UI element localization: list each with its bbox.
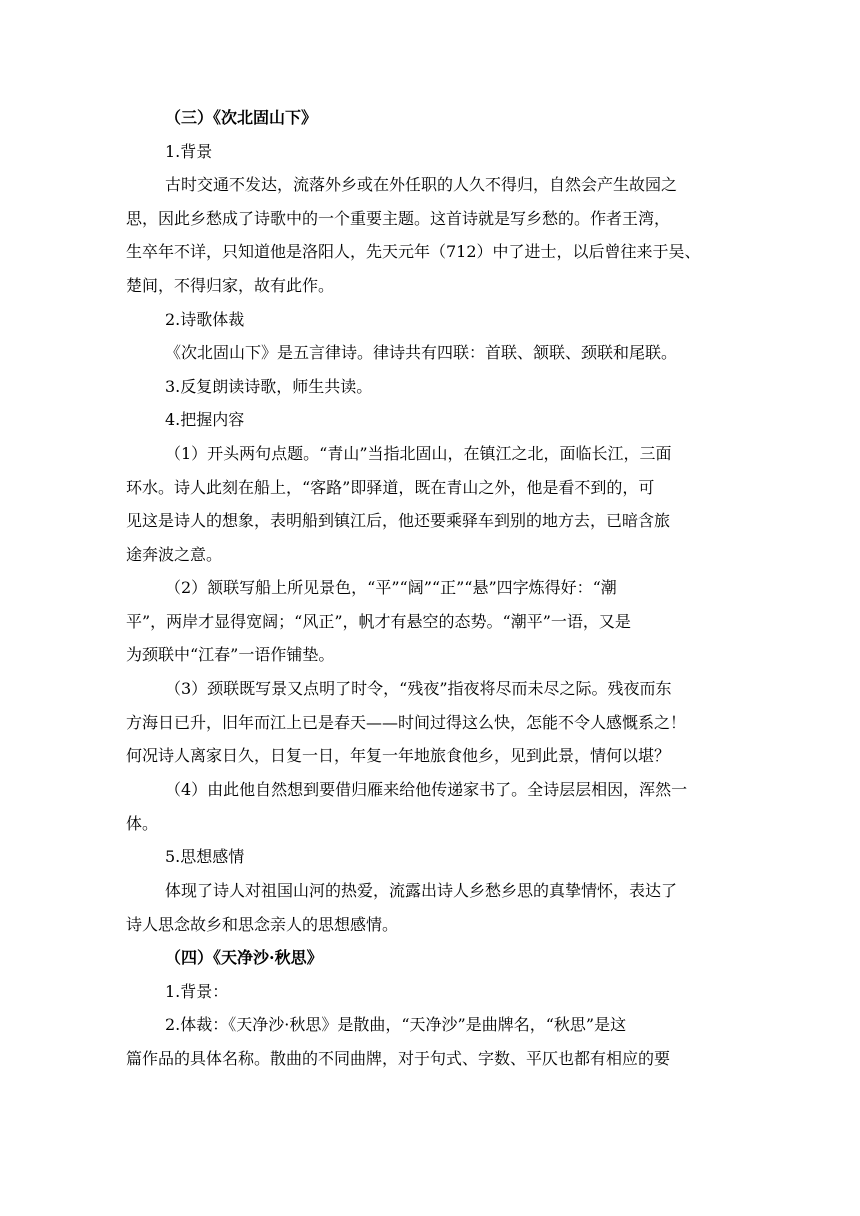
paragraph-line: 何况诗人离家日久，日复一日，年复一年地旅食他乡，见到此景，情何以堪？: [126, 746, 671, 765]
subheading-background-2: [165, 975, 860, 1009]
subheading-content: [165, 403, 860, 437]
paragraph-line: （1）开头两句点题。“青山”当指北固山，在镇江之北，面临长江，三面: [165, 444, 672, 463]
paragraph-genre-2: [0, 1008, 860, 1075]
paragraph-line: 环水。诗人此刻在船上，“客路”即驿道，既在青山之外，他是看不到的，可: [126, 477, 655, 497]
subheading-text: 2.诗歌体裁: [165, 310, 245, 329]
paragraph-line: （2）颔联写船上所见景色，“平”“阔”“正”“悬”四字炼得好：“潮: [165, 578, 617, 597]
paragraph-line: 篇作品的具体名称。散曲的不同曲牌，对于句式、字数、平仄也都有相应的要: [126, 1048, 671, 1068]
paragraph-genre: [0, 336, 860, 370]
paragraph-point-1: [0, 437, 860, 571]
subheading-emotion: [165, 840, 860, 874]
paragraph-line: 楚间，不得归家，故有此作。: [126, 275, 335, 295]
subheading-text: 3.反复朗读诗歌，师生共读。: [165, 377, 373, 396]
subheading-reading: [165, 370, 860, 404]
paragraph-point-3: [0, 672, 860, 773]
paragraph-line: 途奔波之意。: [126, 544, 223, 564]
subheading-text: 5.思想感情: [165, 847, 245, 866]
paragraph-line: 方海日已升，旧年而江上已是春天——时间过得这么快，怎能不令人感慨系之！: [126, 712, 687, 732]
paragraph-line: 见这是诗人的想象，表明船到镇江后，他还要乘驿车到别的地方去，已暗含旅: [126, 511, 671, 530]
subheading-text: 4.把握内容: [165, 410, 245, 429]
section-heading-3: [165, 101, 860, 135]
paragraph-line: 体。: [126, 813, 159, 833]
paragraph-line: 体现了诗人对祖国山河的热爱，流露出诗人乡愁乡思的真挚情怀，表达了: [165, 881, 678, 900]
paragraph-emotion: [0, 874, 860, 941]
paragraph-line: 《次北固山下》是五言律诗。律诗共有四联：首联、颔联、颈联和尾联。: [165, 343, 678, 362]
paragraph-line: 生卒年不详，只知道他是洛阳人，先天元年（712）中了进士，以后曾往来于吴、: [126, 242, 701, 261]
subheading-text: 1.背景：: [165, 982, 229, 1001]
paragraph-line: 古时交通不发达，流落外乡或在外任职的人久不得归，自然会产生故园之: [165, 175, 678, 194]
section-heading-4: [165, 941, 860, 975]
paragraph-line: 诗人思念故乡和思念亲人的思想感情。: [126, 914, 399, 934]
heading-text: （四）《天净沙·秋思》: [165, 948, 323, 967]
paragraph-line: 2.体裁：《天净沙·秋思》是散曲，“天净沙”是曲牌名，“秋思”是这: [165, 1015, 627, 1034]
paragraph-line: 平”，两岸才显得宽阔；“风正”，帆才有悬空的态势。“潮平”一语，又是: [126, 611, 631, 631]
paragraph-line: 为颈联中“江春”一语作铺垫。: [126, 645, 335, 664]
paragraph-line: （4）由此他自然想到要借归雁来给他传递家书了。全诗层层相因，浑然一: [165, 780, 688, 799]
subheading-genre: [165, 303, 860, 337]
paragraph-background: [0, 168, 860, 302]
paragraph-line: 思，因此乡愁成了诗歌中的一个重要主题。这首诗就是写乡愁的。作者王湾，: [126, 208, 671, 228]
subheading-background: [165, 135, 860, 169]
paragraph-line: （3）颈联既写景又点明了时令，“残夜”指夜将尽而未尽之际。残夜而东: [165, 679, 672, 698]
paragraph-point-2: [0, 571, 860, 672]
heading-text: （三）《次北固山下》: [165, 108, 318, 127]
subheading-text: 1.背景: [165, 142, 213, 161]
paragraph-point-4: [0, 773, 860, 840]
